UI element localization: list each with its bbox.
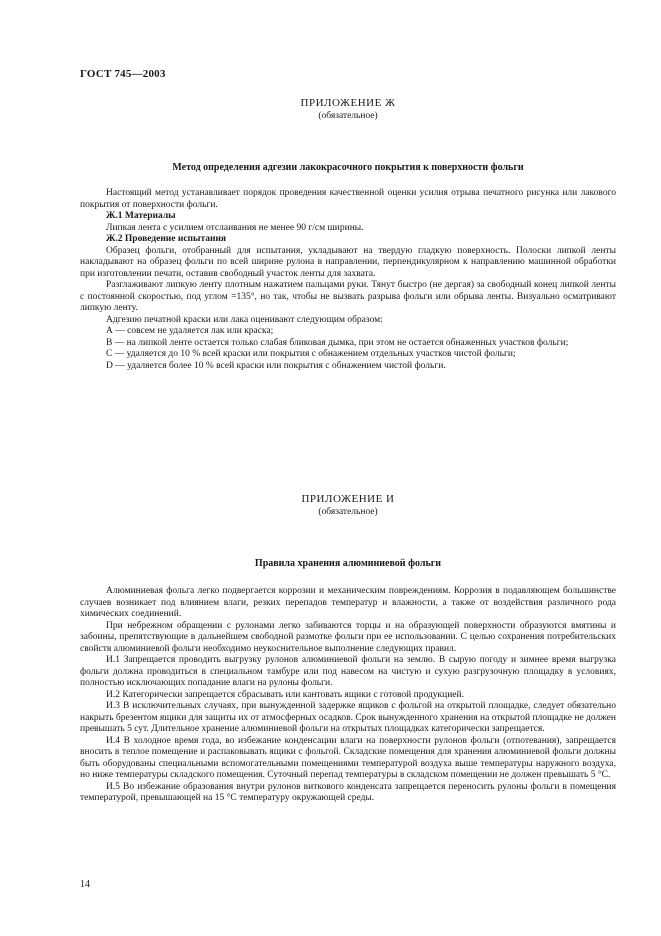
paragraph: Разглаживают липкую ленту плотным нажатием пальцами руки. Тянут быстро (не дергая) за свободный конец липкой ленты с постоянной скоростью, под углом =135°, но так, чтобы не вызвать разрыва фольги или обрыва ленты. Визуально осматривают липкую ленту. — [80, 280, 616, 313]
list-item: С — удаляется до 10 % всей краски или покрытия с обнажением отдельных участков чистой фольги; — [106, 349, 516, 359]
paragraph: И.5 Во избежание образования внутри рулонов виткового конденсата запрещается переносить рулоны фольги в помещения температурой, превышающей на 15 °С температуру окружающей среды. — [80, 781, 616, 803]
annex-zh-body — [80, 188, 616, 372]
annex-i-subtitle: (обязательное) — [318, 507, 378, 517]
annex-zh-title: ПРИЛОЖЕНИЕ Ж — [300, 97, 396, 109]
list-item: В — на липкой ленте остается только слабая бликовая дымка, при этом не остается обнаженных участков фольги; — [106, 337, 569, 348]
paragraph: Алюминиевая фольга легко подвергается коррозии и механическим повреждениям. Коррозия в подавляющем большинстве случаев возникает под влиянием влаги, резких перепадов температур и влажности, а также от воздействия различного рода химических соединений. — [80, 586, 616, 619]
paragraph: И.2 Категорически запрещается сбрасывать или кантовать ящики с готовой продукцией. — [106, 689, 464, 700]
subsection-title: Ж.2 Проведение испытания — [106, 234, 227, 244]
subsection-title: Ж.1 Материалы — [106, 211, 176, 221]
paragraph: При небрежном обращении с рулонами легко забиваются торцы и на образующей поверхности образуются вмятины и забоины, препятствующие в дальнейшем свободной размотке фольги при ее использовании. С целью сохранения потребительских свойств алюминиевой фольги необходимо неукоснительное выполнение следующих правил. — [80, 620, 616, 654]
list-item: А — совсем не удаляется лак или краска; — [106, 326, 274, 336]
paragraph: Адгезию печатной краски или лака оценивают следующим образом: — [106, 314, 383, 325]
annex-zh-heading: Метод определения адгезии лакокрасочного покрытия к поверхности фольги — [172, 162, 524, 173]
document-code: ГОСТ 745—2003 — [80, 68, 166, 80]
paragraph: И.4 В холодное время года, во избежание конденсации влаги на поверхности рулонов фольги (отпотевания), запрещается вносить в теплое помещение и распаковывать ящики с фольгой. Складские помещения для хранения алюминиевой фольги должны быть оборудованы специальными вспомогательными помещениями температурой воздуха выше температуры наружного воздуха, но ниже температуры складского помещения. Суточный перепад температуры в складском помещении не должен превышать 5 °С. — [80, 735, 616, 780]
paragraph: И.1 Запрещается проводить выгрузку рулонов алюминиевой фольги на землю. В сырую погоду и зимнее время выгрузка фольги должна проводиться в специальном тамбуре или под навесом на чистую и сухую разгрузочную площадку в условиях, полностью исключающих попадание влаги на рулоны фольги. — [80, 655, 616, 688]
paragraph: Липкая лента с усилием отслаивания не менее 90 г/см ширины. — [106, 222, 364, 233]
annex-i-body — [80, 586, 616, 805]
annex-i-heading: Правила хранения алюминиевой фольги — [254, 558, 442, 569]
annex-zh-subtitle: (обязательное) — [318, 111, 378, 121]
paragraph: Настоящий метод устанавливает порядок проведения качественной оценки усилия отрыва печатного рисунка или лакового покрытия от поверхности фольги. — [80, 188, 616, 210]
annex-i-title: ПРИЛОЖЕНИЕ И — [301, 493, 395, 505]
list-item: D — удаляется более 10 % всей краски или покрытия с обнажением чистой фольги. — [106, 360, 446, 371]
page-number: 14 — [80, 879, 90, 890]
paragraph: И.3 В исключительных случаях, при вынужденной задержке ящиков с фольгой на открытой площадке, следует обязательно накрыть брезентом ящики для защиты их от атмосферных осадков. Срок вынужденного хранения на открытой площадке не должен превышать 5 сут. Длительное хранение алюминиевой фольги на открытых площадках категорически запрещается. — [80, 701, 616, 734]
paragraph: Образец фольги, отобранный для испытания, укладывают на твердую гладкую поверхность. Полоски липкой ленты накладывают на образец фольги по всей ширине рулона в направлении, перпендикулярном к направлению машинной обработки при изготовлении печати, оставив свободный участок ленты для захвата. — [80, 245, 616, 279]
